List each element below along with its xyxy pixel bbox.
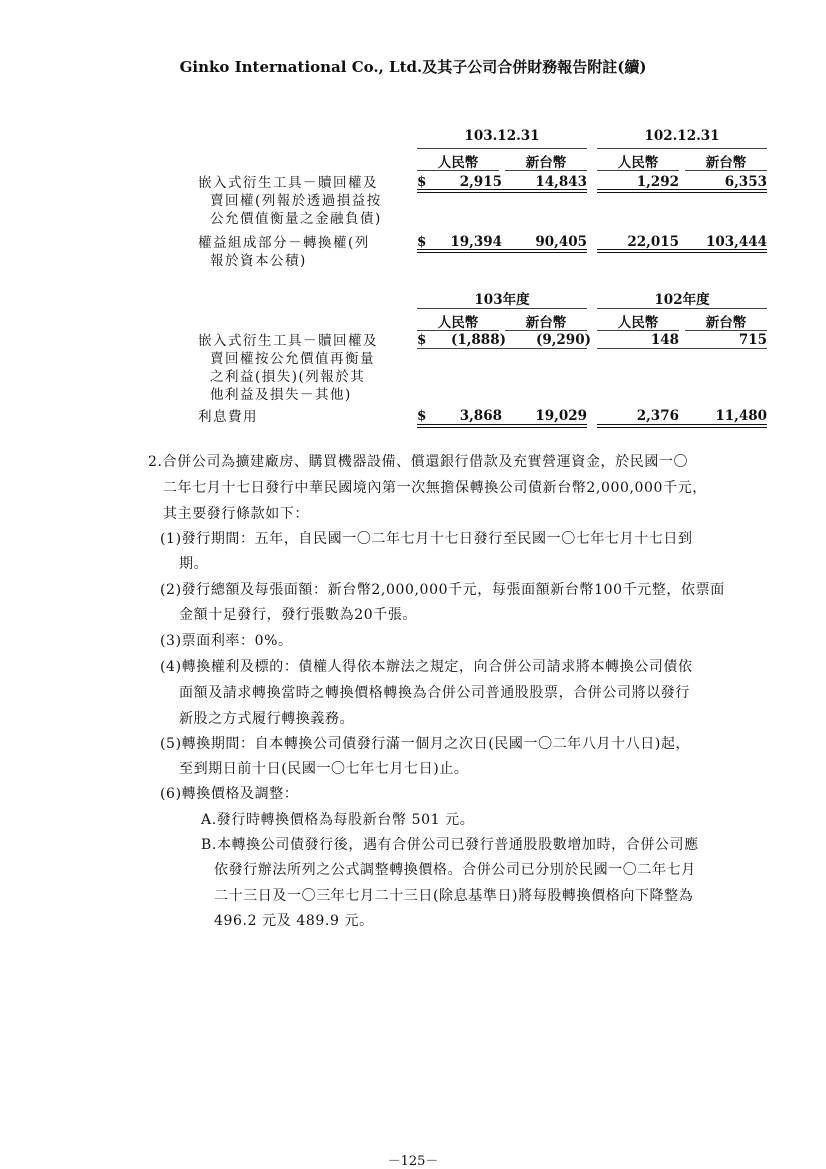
divider [417,330,499,331]
table-cell: 90,405 [535,234,587,250]
table-cell: (1,888) [450,332,506,348]
row-label: 嵌入式衍生工具－贖回權及 [198,175,378,191]
divider [505,330,587,331]
currency-header: 新台幣 [525,155,567,171]
table-cell: 22,015 [627,234,679,250]
divider [685,170,767,171]
divider [505,170,587,171]
period-header: 102.12.31 [644,128,720,144]
divider [597,330,679,331]
page-title: Ginko International Co., Ltd.及其子公司合併財務報告附註(續) [179,58,647,76]
currency-header: 新台幣 [705,155,747,171]
term-item: (6)轉換價格及調整： [160,786,299,802]
term-item: 面額及請求轉換當時之轉換價格轉換為合併公司普通股股票，合併公司將以發行 [179,685,690,701]
row-label: 賣回權(列報於透過損益按 [210,193,382,209]
term-item: 期。 [179,556,209,572]
term-item: 新股之方式履行轉換義務。 [179,711,355,727]
currency-header: 人民幣 [437,315,479,331]
dollar-sign: $ [417,234,427,250]
sub-item: B.本轉換公司債發行後，遇有合併公司已發行普通股股數增加時，合併公司應 [201,837,699,853]
sub-item: 496.2 元及 489.9 元。 [214,913,374,929]
sub-item: 二十三日及一〇三年七月二十三日(除息基準日)將每股轉換價格向下降整為 [214,888,694,904]
table-cell: 19,029 [535,408,587,424]
divider [417,308,587,309]
double-underline [597,249,767,253]
row-label: 利息費用 [198,409,258,425]
table-cell: 2,915 [459,174,502,190]
paragraph-line: 2.合併公司為擴建廠房、購買機器設備、償還銀行借款及充實營運資金，於民國一〇 [148,454,689,470]
period-header: 103年度 [474,292,530,308]
currency-header: 人民幣 [437,155,479,171]
double-underline [597,189,767,193]
divider [597,308,767,309]
row-label: 權益組成部分－轉換權(列 [198,235,370,251]
double-underline [597,424,767,428]
page-number: －125－ [387,1154,439,1169]
paragraph-line: 二年七月十七日發行中華民國境內第一次無擔保轉換公司債新台幣2,000,000千元， [163,480,707,496]
currency-header: 人民幣 [617,155,659,171]
term-item: 金額十足發行，發行張數為20千張。 [179,607,418,623]
table-cell: 14,843 [535,174,587,190]
row-label: 嵌入式衍生工具－贖回權及 [198,333,378,349]
table-cell: 6,353 [724,174,767,190]
period-header: 102年度 [654,292,710,308]
table-cell: (9,290) [535,332,591,348]
underline [417,348,587,349]
term-item: 至到期日前十日(民國一〇七年七月七日)止。 [179,761,469,777]
row-label: 報於資本公積) [210,253,307,269]
sub-item: 依發行辦法所列之公式調整轉換價格。合併公司已分別於民國一〇二年七月 [214,862,696,878]
term-item: (3)票面利率：0%。 [160,633,293,649]
term-item: (1)發行期間：五年，自民國一〇二年七月十七日發行至民國一〇七年七月十七日到 [160,531,693,547]
dollar-sign: $ [417,408,427,424]
divider [417,148,587,149]
paragraph-line: 其主要發行條款如下： [163,506,309,522]
row-label: 之利益(損失)(列報於其 [210,369,366,385]
currency-header: 新台幣 [705,315,747,331]
divider [417,170,499,171]
row-label: 公允價值衡量之金融負債) [210,211,382,227]
double-underline [417,424,587,428]
period-header: 103.12.31 [464,128,540,144]
underline [597,348,767,349]
divider [597,148,767,149]
table-cell: 2,376 [636,408,679,424]
divider [597,170,679,171]
dollar-sign: $ [417,174,427,190]
dollar-sign: $ [417,332,427,348]
double-underline [417,249,587,253]
term-item: (2)發行總額及每張面額：新台幣2,000,000千元，每張面額新台幣100千元整，依票面 [160,582,725,598]
table-cell: 715 [738,332,767,348]
table-cell: 19,394 [450,234,502,250]
double-underline [417,189,587,193]
currency-header: 新台幣 [525,315,567,331]
term-item: (4)轉換權利及標的：債權人得依本辦法之規定，向合併公司請求將本轉換公司債依 [160,659,693,675]
table-cell: 11,480 [715,408,767,424]
sub-item: A.發行時轉換價格為每股新台幣 501 元。 [201,812,475,828]
table-cell: 1,292 [636,174,679,190]
table-cell: 3,868 [459,408,502,424]
row-label: 他利益及損失－其他) [210,387,352,403]
currency-header: 人民幣 [617,315,659,331]
divider [685,330,767,331]
row-label: 賣回權按公允價值再衡量 [210,351,375,367]
term-item: (5)轉換期間：自本轉換公司債發行滿一個月之次日(民國一〇二年八月十八日)起， [160,736,691,752]
table-cell: 148 [650,332,679,348]
table-cell: 103,444 [705,234,767,250]
